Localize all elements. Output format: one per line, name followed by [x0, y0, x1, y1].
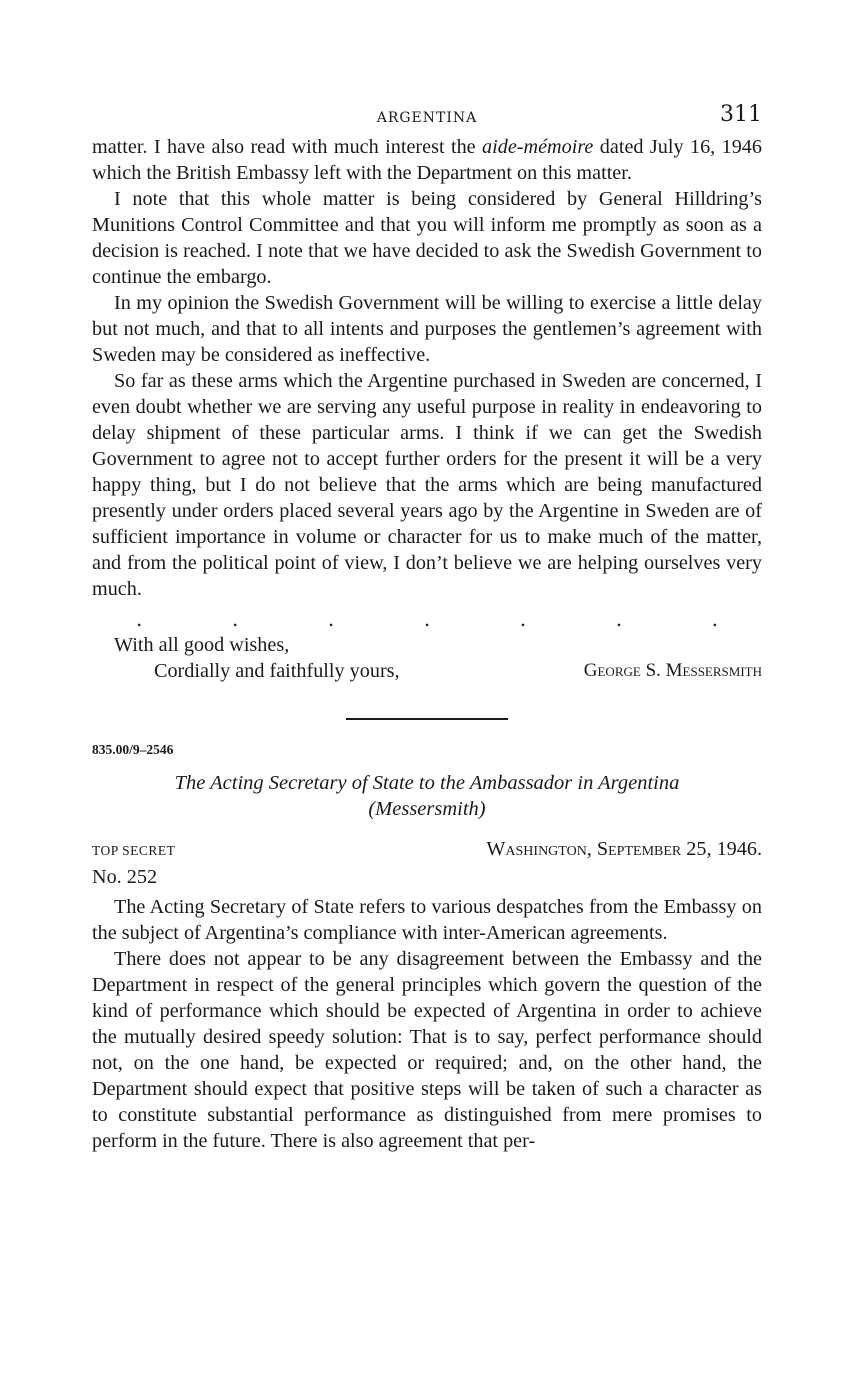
document-body: [92, 894, 762, 1154]
document-paragraph: There does not appear to be any disagreement between the Embassy and the Department in respect of the general principles which govern the question of the kind of performance which should be expected of Argentina in order to achieve the mutually desired speedy solution: That is to say, perfect performance should not, on the one hand, be expected or required; and, on the other hand, the Department should expect that positive steps will be taken of such a character as to constitute substantial performance as distinguished from mere promises to perform in the future. There is also agreement that per-: [92, 948, 762, 1152]
letter-paragraph: I note that this whole matter is being considered by General Hilldring’s Munitions Control Committee and that you will inform me promptly as soon as a decision is reached. I note that we have decided to ask the Swedish Government to continue the embargo.: [92, 188, 762, 288]
signature: George S. Messersmith: [583, 660, 762, 681]
running-header: [92, 100, 762, 134]
running-title: ARGENTINA: [376, 110, 478, 126]
paragraph-text: dated July 16, 1946 which the British Embassy left with the Department on this matter.: [92, 136, 762, 184]
document-paragraph: The Acting Secretary of State refers to various despatches from the Embassy on the subject of Argentina’s compliance with inter-American agreements.: [92, 896, 762, 944]
document-title-line: (Messersmith): [368, 798, 486, 820]
paragraph-text: matter. I have also read with much interest the: [92, 136, 483, 158]
omission-marks: [92, 602, 762, 632]
dateline-row: [92, 836, 762, 864]
closing-salutation: With all good wishes,: [114, 634, 290, 656]
letter-paragraph: [92, 134, 762, 186]
italic-term: aide-mémoire: [482, 136, 594, 158]
omission-dot: .: [231, 607, 239, 631]
omission-dot: .: [327, 607, 335, 631]
letter-paragraph: In my opinion the Swedish Government will be willing to exercise a little delay but not much, and that to all intents and purposes the gentlemen’s agreement with Sweden may be considered as ineffective.: [92, 292, 762, 366]
page-number: 311: [720, 102, 762, 127]
place-date: Washington, September 25, 1946.: [486, 838, 762, 860]
document-page: [92, 100, 762, 1154]
closing-signature-row: [92, 658, 762, 684]
omission-dot: .: [423, 607, 431, 631]
file-number: 835.00/9–2546: [92, 742, 174, 757]
classification-label: TOP SECRET: [92, 843, 176, 858]
section-divider: [346, 718, 508, 720]
omission-dot: .: [136, 607, 143, 631]
letter-paragraph: So far as these arms which the Argentine purchased in Sweden are concerned, I even doubt whether we are serving any useful purpose in reality in endeavoring to delay shipment of these particular arms. I think if we can get the Swedish Government to agree not to accept further orders for the present it will be a very happy thing, but I do not believe that the arms which are being manufactured presently under orders placed several years ago by the Argentine in Sweden are of sufficient importance in volume or character for us to make much of the matter, and from the political point of view, I don’t believe we are helping ourselves very much.: [92, 370, 762, 600]
omission-dot: .: [615, 607, 623, 631]
complimentary-close: Cordially and faithfully yours,: [154, 660, 400, 682]
document-title-line: The Acting Secretary of State to the Ambassador in Argentina: [174, 772, 680, 794]
omission-dot: .: [711, 607, 718, 631]
letter-closing: [92, 632, 762, 684]
document-title: [92, 770, 762, 822]
document-number: No. 252: [92, 866, 158, 888]
letter-body: [92, 134, 762, 602]
omission-dot: .: [519, 607, 527, 631]
